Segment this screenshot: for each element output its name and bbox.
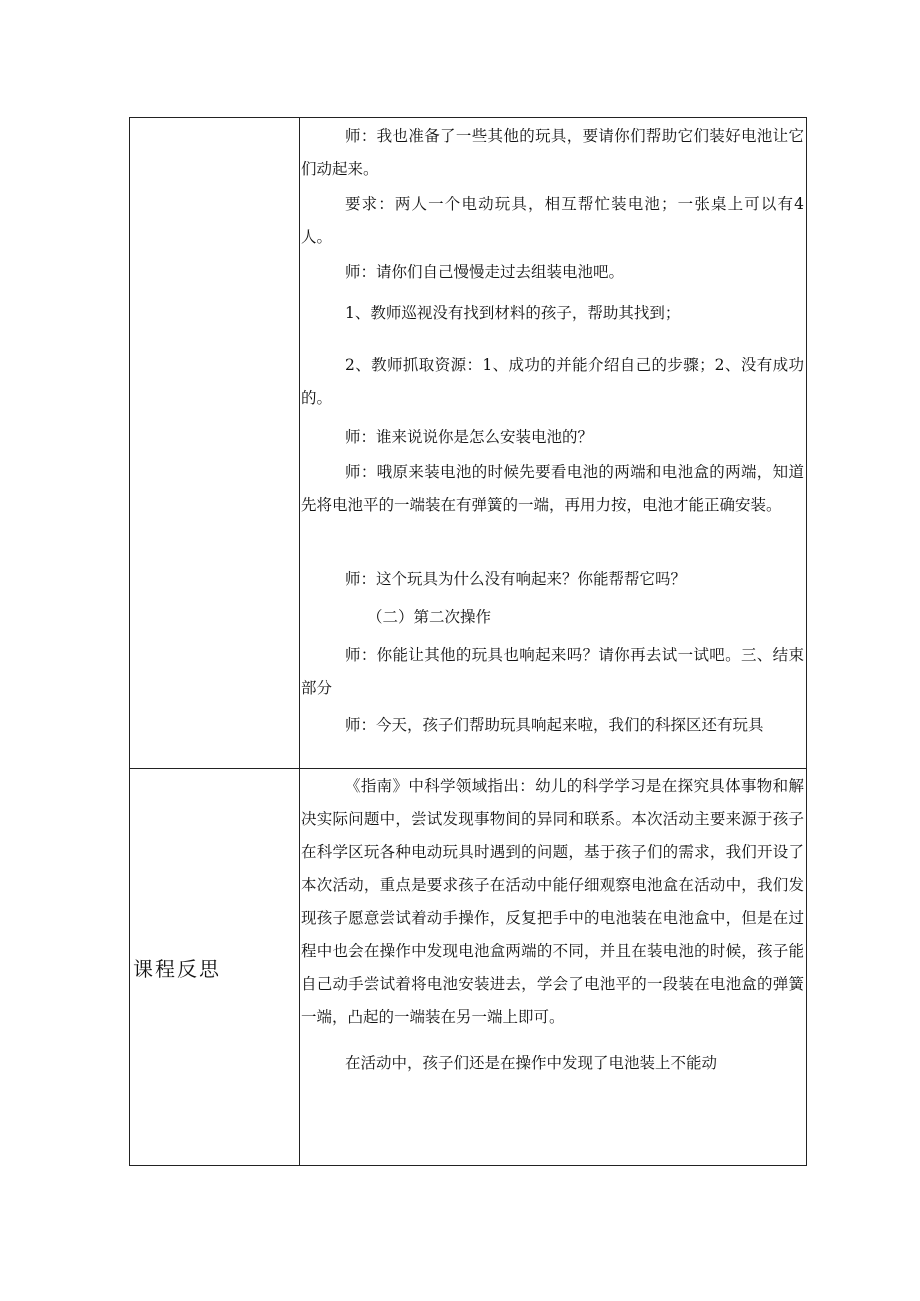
- paragraph: 师：谁来说说你是怎么安装电池的？: [345, 428, 594, 446]
- section-heading: （二）第二次操作: [367, 608, 492, 626]
- paragraph: 师：你能让其他的玩具也响起来吗？请你再去试一试吧。三、结束部分: [301, 646, 804, 697]
- paragraph: 要求：两人一个电动玩具，相互帮忙装电池；一张桌上可以有4人。: [301, 195, 804, 246]
- paragraph: 《指南》中科学领域指出：幼儿的科学学习是在探究具体事物和解决实际问题中，尝试发现事物间的异同和联系。本次活动主要来源于孩子在科学区玩各种电动玩具时遇到的问题，基于孩子们的需求，我们开设了本次活动，重点是要求孩子在活动中能仔细观察电池盒在活动中，我们发现孩子愿意尝试着动手操作，反复把手中的电池装在电池盒中，但是在过程中也会在操作中发现电池盒两端的不同，并且在装电池的时候，孩子能自己动手尝试着将电池安装进去，学会了电池平的一段装在电池盒的弹簧一端，凸起的一端装在另一端上即可。: [301, 777, 804, 1026]
- paragraph: 师：今天，孩子们帮助玩具响起来啦，我们的科探区还有玩具: [345, 716, 764, 734]
- paragraph: 2、教师抓取资源：1、成功的并能介绍自己的步骤；2、没有成功的。: [301, 356, 804, 407]
- column-divider: [299, 118, 300, 1165]
- paragraph: 师：请你们自己慢慢走过去组装电池吧。: [345, 263, 625, 281]
- lesson-table: [129, 117, 807, 1166]
- paragraph: 1、教师巡视没有找到材料的孩子，帮助其找到；: [345, 304, 681, 322]
- reflection-cell: [301, 770, 806, 1164]
- paragraph: 师：我也准备了一些其他的玩具，要请你们帮助它们装好电池让它们动起来。: [301, 127, 804, 178]
- paragraph: 师：这个玩具为什么没有响起来？你能帮帮它吗？: [345, 570, 687, 588]
- reflection-label: 课程反思: [133, 957, 221, 981]
- activity-process-cell: [301, 120, 806, 766]
- row-divider: [130, 768, 806, 769]
- paragraph: 在活动中，孩子们还是在操作中发现了电池装上不能动: [345, 1054, 718, 1072]
- paragraph: 师：哦原来装电池的时候先要看电池的两端和电池盒的两端，知道先将电池平的一端装在有弹簧的一端，再用力按，电池才能正确安装。: [301, 463, 804, 514]
